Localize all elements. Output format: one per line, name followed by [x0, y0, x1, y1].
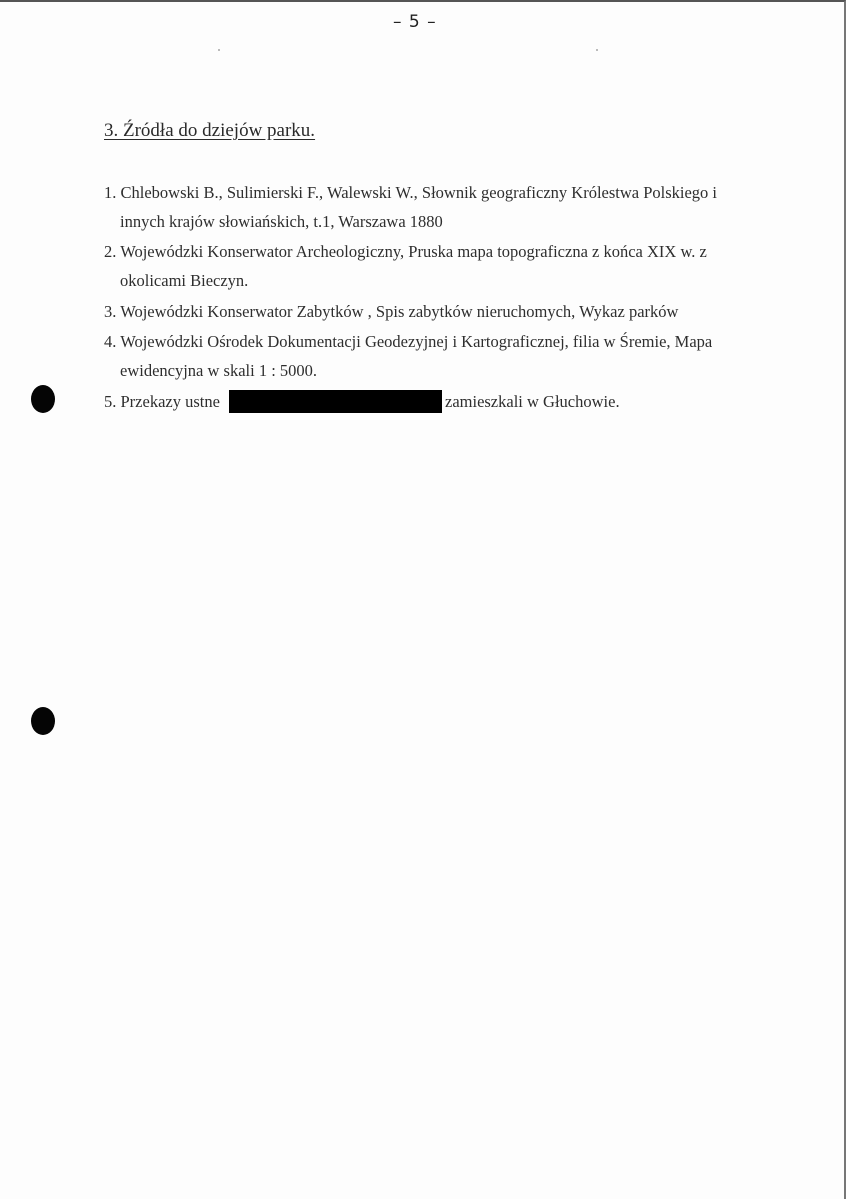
source-item-5-line-1 [104, 392, 220, 412]
punch-hole-top [31, 385, 55, 413]
source-item-text: zamieszkali w Głuchowie. [445, 392, 620, 411]
source-item-text: ewidencyjna w skali 1 : 5000. [120, 361, 318, 380]
source-item-5-continuation [445, 392, 620, 412]
source-item-text: innych krajów słowiańskich, t.1, Warszawa 1880 [120, 212, 443, 231]
scan-speck [218, 49, 220, 51]
source-item-4-line-2 [120, 361, 317, 381]
source-item-3-line-1 [104, 302, 678, 322]
source-item-4-line-1 [104, 332, 712, 352]
source-item-number: 4. [104, 332, 117, 351]
page-number: – 5 – [393, 12, 437, 32]
source-item-text: Chlebowski B., Sulimierski F., Walewski W., Słownik geograficzny Królestwa Polskiego i [120, 183, 718, 202]
source-item-text: Wojewódzki Konserwator Zabytków , Spis zabytków nieruchomych, Wykaz parków [120, 302, 679, 321]
source-item-2-line-2 [120, 271, 248, 291]
source-item-number: 2. [104, 242, 117, 261]
source-item-number: 1. [104, 183, 117, 202]
redaction-bar [229, 390, 442, 413]
source-item-number: 5. [104, 392, 117, 411]
source-item-2-line-1 [104, 242, 707, 262]
source-item-text: Wojewódzki Konserwator Archeologiczny, Pruska mapa topograficzna z końca XIX w. z [120, 242, 707, 261]
section-heading: 3. Źródła do dziejów parku. [104, 120, 316, 141]
source-item-number: 3. [104, 302, 117, 321]
source-item-text: Przekazy ustne [120, 392, 220, 411]
punch-hole-bottom [31, 707, 55, 735]
source-item-text: okolicami Bieczyn. [120, 271, 249, 290]
source-item-text: Wojewódzki Ośrodek Dokumentacji Geodezyjnej i Kartograficznej, filia w Śremie, Mapa [120, 332, 713, 351]
source-item-1-line-1 [104, 183, 717, 203]
source-item-1-line-2 [120, 212, 443, 232]
scan-speck [596, 49, 598, 51]
